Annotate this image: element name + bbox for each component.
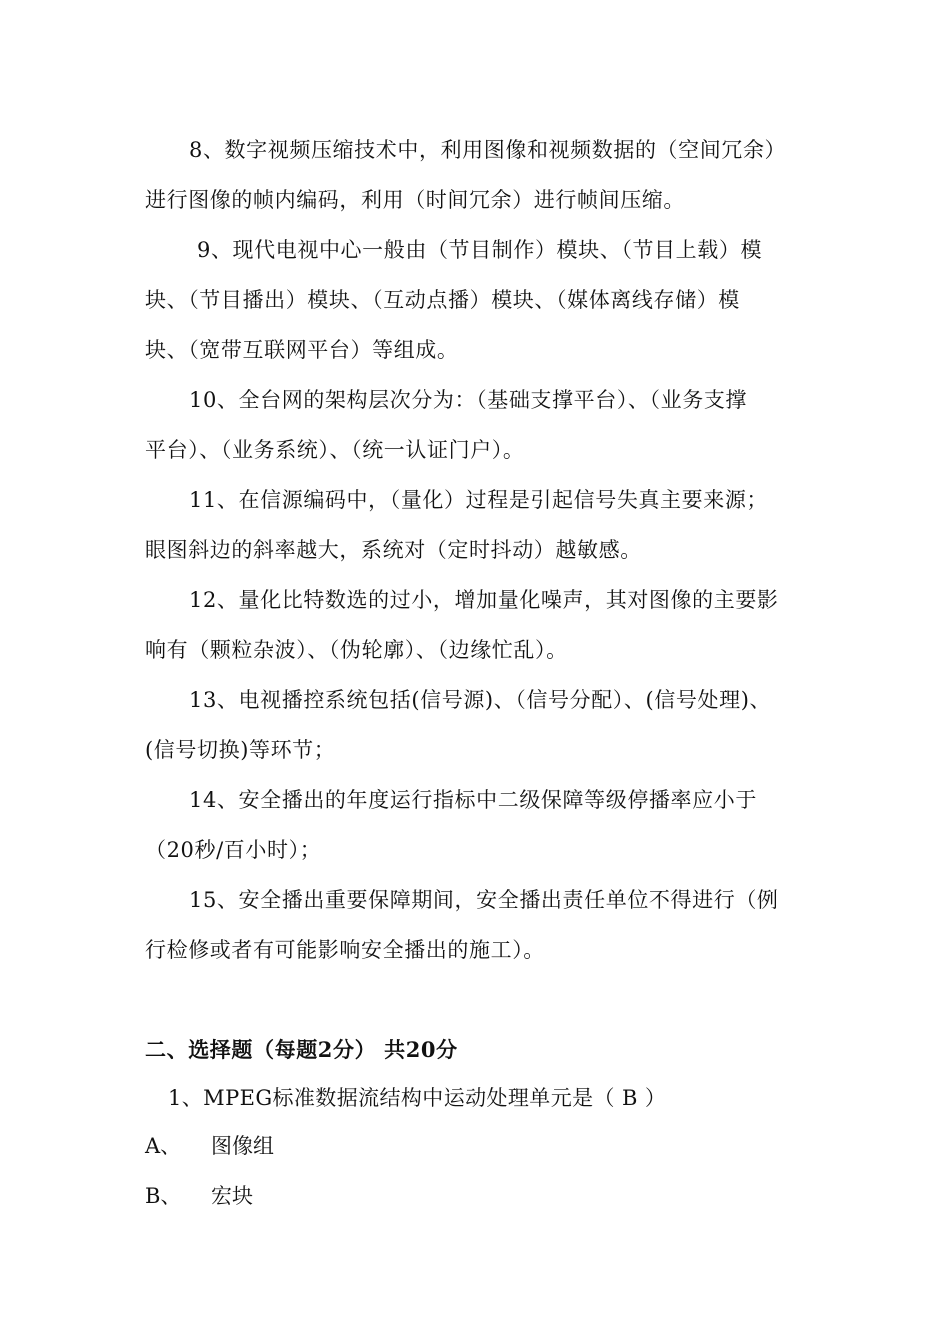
option-text: 宏块	[211, 1184, 253, 1208]
item-line: 行检修或者有可能影响安全播出的施工）。	[145, 938, 545, 962]
item-line: （20秒/百小时）；	[145, 838, 322, 862]
item-line: 进行图像的帧内编码，利用（时间冗余）进行帧间压缩。	[145, 188, 685, 212]
item-line: 11、在信源编码中，（量化）过程是引起信号失真主要来源；	[189, 488, 769, 512]
option-letter: B、	[145, 1184, 182, 1208]
question-1: 1、MPEG标准数据流结构中运动处理单元是（ B ）	[168, 1086, 667, 1110]
item-line: 眼图斜边的斜率越大，系统对（定时抖动）越敏感。	[145, 538, 642, 562]
fill-in-item-14	[145, 775, 815, 875]
fill-in-item-15	[145, 875, 815, 975]
item-line: 12、量化比特数选的过小，增加量化噪声，其对图像的主要影	[189, 588, 779, 612]
fill-in-item-12	[145, 575, 815, 675]
item-line: 15、安全播出重要保障期间，安全播出责任单位不得进行（例	[189, 888, 779, 912]
item-line: 平台）、（业务系统）、（统一认证门户）。	[145, 438, 525, 462]
option-text: 图像组	[211, 1134, 274, 1158]
item-line: 块、（节目播出）模块、（互动点播）模块、（媒体离线存储）模	[145, 288, 740, 312]
item-line: 9、现代电视中心一般由（节目制作）模块、（节目上载）模	[197, 238, 763, 262]
fill-in-item-10	[145, 375, 815, 475]
option-a	[145, 1121, 274, 1171]
item-line: (信号切换)等环节；	[145, 738, 336, 762]
option-letter: A、	[145, 1134, 182, 1158]
fill-in-item-11	[145, 475, 815, 575]
item-line: 块、（宽带互联网平台）等组成。	[145, 338, 459, 362]
option-b	[145, 1171, 253, 1221]
item-line: 14、安全播出的年度运行指标中二级保障等级停播率应小于	[189, 788, 757, 812]
item-line: 10、全台网的架构层次分为：（基础支撑平台）、（业务支撑	[189, 388, 748, 412]
item-line: 8、数字视频压缩技术中，利用图像和视频数据的（空间冗余）	[189, 138, 787, 162]
fill-in-item-13	[145, 675, 815, 775]
fill-in-item-8	[145, 125, 815, 225]
fill-in-item-9	[145, 225, 815, 375]
item-line: 13、电视播控系统包括(信号源)、（信号分配）、(信号处理)、	[189, 688, 772, 712]
section-title: 二、选择题（每题2分） 共20分	[145, 1037, 458, 1062]
item-line: 响有（颗粒杂波）、（伪轮廓）、（边缘忙乱）。	[145, 638, 568, 662]
